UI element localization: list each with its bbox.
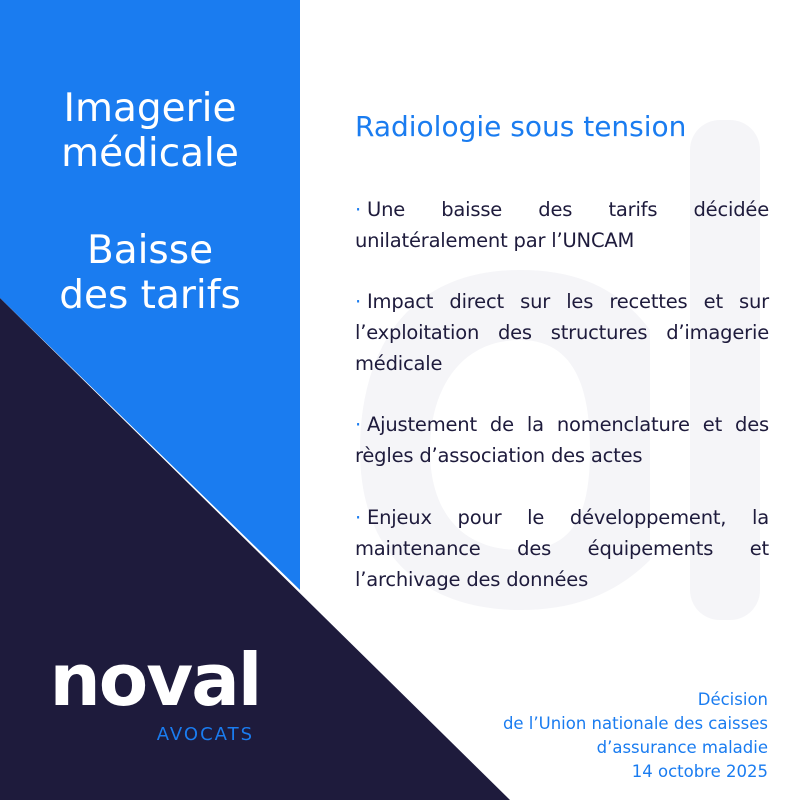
left-subtitle-line: des tarifs xyxy=(59,273,241,319)
left-title xyxy=(0,86,300,176)
bullet-item xyxy=(355,286,769,379)
left-title-line: Imagerie xyxy=(63,86,237,132)
decision-line: de l’Union nationale des caisses xyxy=(502,714,768,733)
bullet-text: Une baisse des tarifs décidée unilatéralement par l’UNCAM xyxy=(355,198,769,252)
bullet-item xyxy=(355,502,769,595)
decision-line: Décision xyxy=(697,690,768,709)
bullet-list xyxy=(355,194,769,625)
bullet-item xyxy=(355,409,769,471)
bullet-text: Enjeux pour le développement, la maintenance des équipements et l’archivage des données xyxy=(355,506,769,591)
section-heading: Radiologie sous tension xyxy=(355,110,687,143)
bullet-dot-icon: · xyxy=(355,290,361,313)
bullet-dot-icon: · xyxy=(355,198,361,221)
noval-logo xyxy=(40,640,270,745)
decision-line: d’assurance maladie xyxy=(596,738,768,757)
decision-date: 14 octobre 2025 xyxy=(631,762,768,781)
bullet-text: Ajustement de la nomenclature et des règles d’association des actes xyxy=(355,413,769,467)
bullet-dot-icon: · xyxy=(355,413,361,436)
logo-subtitle: AVOCATS xyxy=(156,724,254,745)
left-title-line: médicale xyxy=(61,131,239,177)
left-subtitle xyxy=(0,228,300,318)
left-subtitle-line: Baisse xyxy=(86,228,214,274)
bullet-item xyxy=(355,194,769,256)
bullet-dot-icon: · xyxy=(355,506,361,529)
decision-reference xyxy=(503,688,768,784)
bullet-text: Impact direct sur les recettes et sur l’exploitation des structures d’imagerie médicale xyxy=(355,290,769,375)
logo-wordmark: noval xyxy=(49,638,261,722)
